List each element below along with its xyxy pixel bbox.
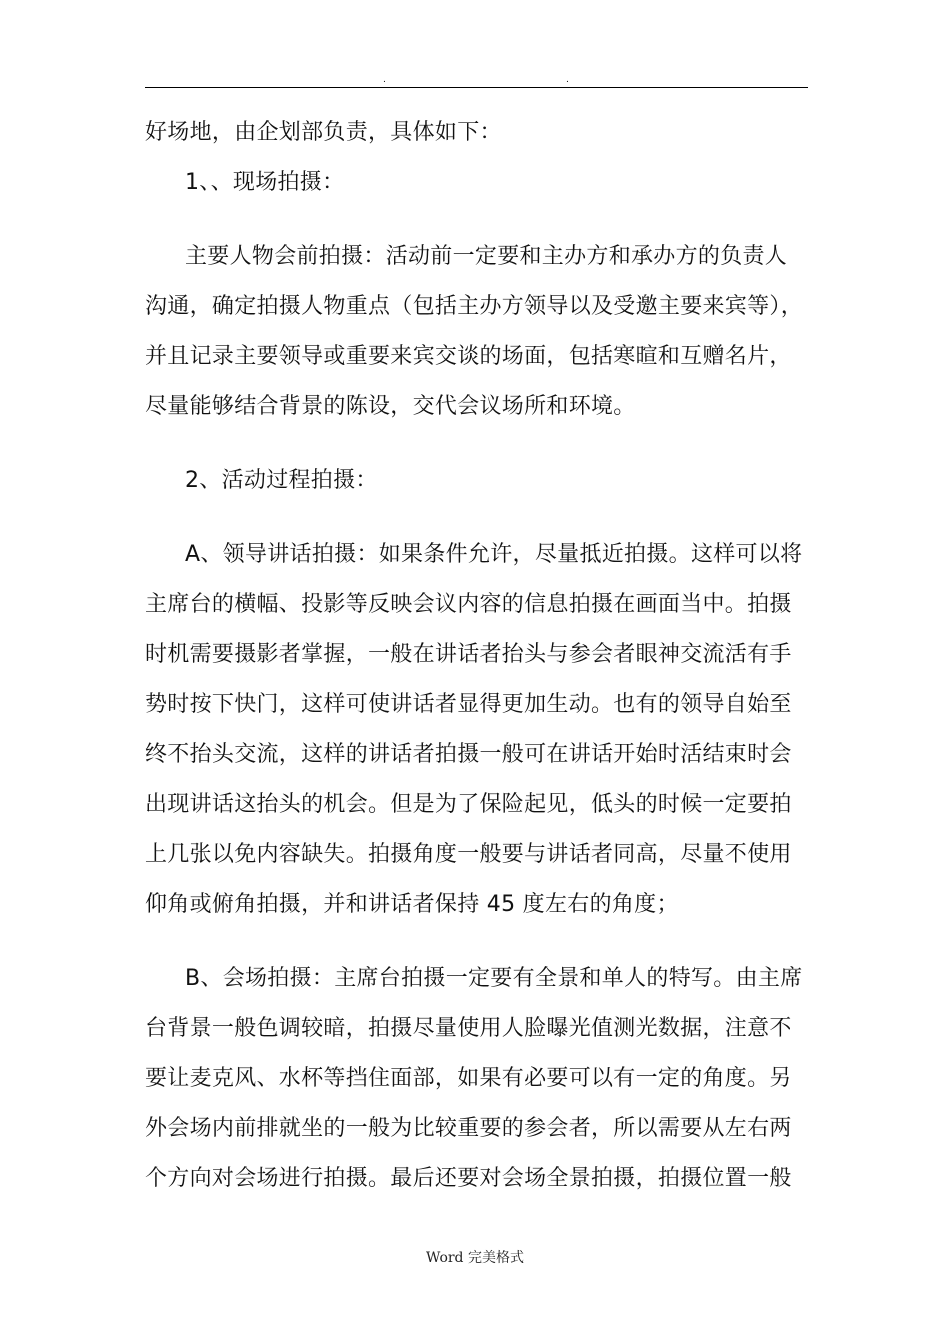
document-body: [145, 108, 815, 1204]
page-footer: Word 完美格式: [426, 1250, 524, 1266]
header-dot-left: .: [383, 75, 386, 85]
body-line: 终不抬头交流，这样的讲话者拍摄一般可在讲话开始时活结束时会: [145, 742, 792, 767]
body-line: 主席台的横幅、投影等反映会议内容的信息拍摄在画面当中。拍摄: [145, 592, 792, 617]
body-line: 台背景一般色调较暗，拍摄尽量使用人脸曝光值测光数据，注意不: [145, 1016, 792, 1041]
section-heading-process: 2、活动过程拍摄：: [185, 468, 378, 493]
paragraph-gap: [145, 208, 815, 232]
paragraph-gap: [145, 506, 815, 530]
body-line: 好场地，由企划部负责，具体如下：: [145, 120, 502, 145]
body-line: 势时按下快门，这样可使讲话者显得更加生动。也有的领导自始至: [145, 692, 792, 717]
paragraph-gap: [145, 930, 815, 954]
body-line: 上几张以免内容缺失。拍摄角度一般要与讲话者同高，尽量不使用: [145, 842, 792, 867]
paragraph-gap: [145, 432, 815, 456]
body-line: 外会场内前排就坐的一般为比较重要的参会者，所以需要从左右两: [145, 1116, 792, 1141]
body-line: 沟通，确定拍摄人物重点（包括主办方领导以及受邀主要来宾等），: [145, 294, 804, 319]
header-rule: [145, 87, 808, 88]
body-line: 仰角或俯角拍摄，并和讲话者保持 45 度左右的角度；: [145, 892, 679, 917]
body-line: 主要人物会前拍摄：活动前一定要和主办方和承办方的负责人: [185, 244, 788, 269]
body-line: B、会场拍摄：主席台拍摄一定要有全景和单人的特写。由主席: [185, 966, 803, 991]
body-line: 要让麦克风、水杯等挡住面部，如果有必要可以有一定的角度。另: [145, 1066, 792, 1091]
body-line: 并且记录主要领导或重要来宾交谈的场面，包括寒暄和互赠名片，: [145, 344, 792, 369]
header-dot-right: .: [566, 75, 569, 85]
body-line: 个方向对会场进行拍摄。最后还要对会场全景拍摄，拍摄位置一般: [145, 1166, 792, 1191]
body-line: 时机需要摄影者掌握，一般在讲话者抬头与参会者眼神交流活有手: [145, 642, 792, 667]
body-line: 出现讲话这抬头的机会。但是为了保险起见，低头的时候一定要拍: [145, 792, 792, 817]
body-line: 尽量能够结合背景的陈设，交代会议场所和环境。: [145, 394, 636, 419]
body-line: A、领导讲话拍摄：如果条件允许，尽量抵近拍摄。这样可以将: [185, 542, 803, 567]
section-heading-on-site: 1、、现场拍摄：: [185, 170, 345, 195]
